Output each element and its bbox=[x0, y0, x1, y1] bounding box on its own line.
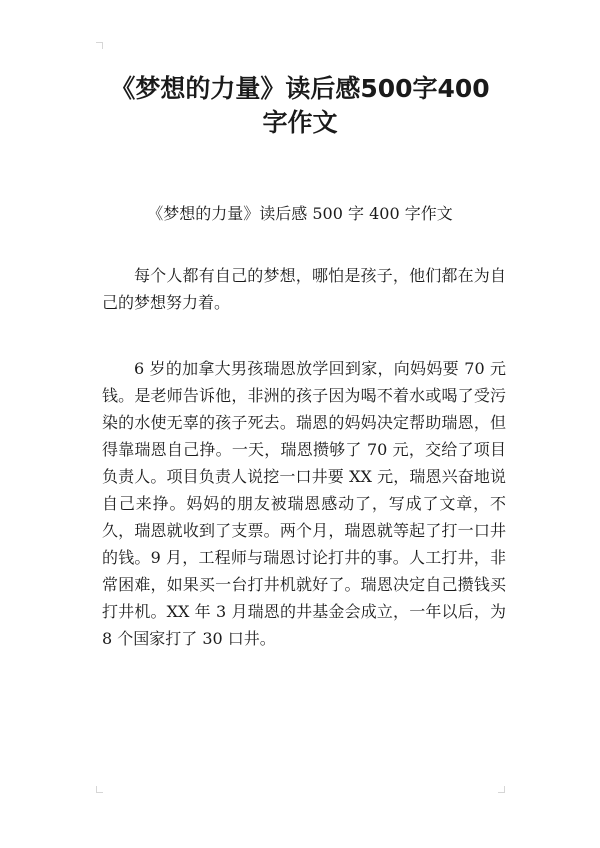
page-corner-mark bbox=[498, 786, 505, 793]
document-subtitle: 《梦想的力量》读后感 500 字 400 字作文 bbox=[147, 204, 453, 223]
page-corner-mark bbox=[96, 786, 103, 793]
body-paragraph: 每个人都有自己的梦想，哪怕是孩子，他们都在为自己的梦想努力着。 bbox=[102, 266, 506, 312]
document-title: 《梦想的力量》读后感500字400字作文 bbox=[110, 74, 490, 137]
page-corner-mark bbox=[96, 42, 103, 49]
body-paragraph: 6 岁的加拿大男孩瑞恩放学回到家，向妈妈要 70 元钱。是老师告诉他，非洲的孩子因为喝不着水或喝了受污染的水使无辜的孩子死去。瑞恩的妈妈决定帮助瑞恩，但得靠瑞恩自己挣。一天，瑞恩攒够了 70 元，交给了项目负责人。项目负责人说挖一口井要 XX 元，瑞恩兴奋地说自己来挣。妈妈的朋友被瑞恩感动了，写成了文章，不久，瑞恩就收到了支票。两个月，瑞恩就等起了打一口井的钱。9 月，工程师与瑞恩讨论打井的事。人工打井，非常困难，如果买一台打井机就好了。瑞恩决定自己攒钱买打井机。XX 年 3 月瑞恩的井基金会成立，一年以后，为 8 个国家打了 30 口井。 bbox=[102, 359, 506, 648]
